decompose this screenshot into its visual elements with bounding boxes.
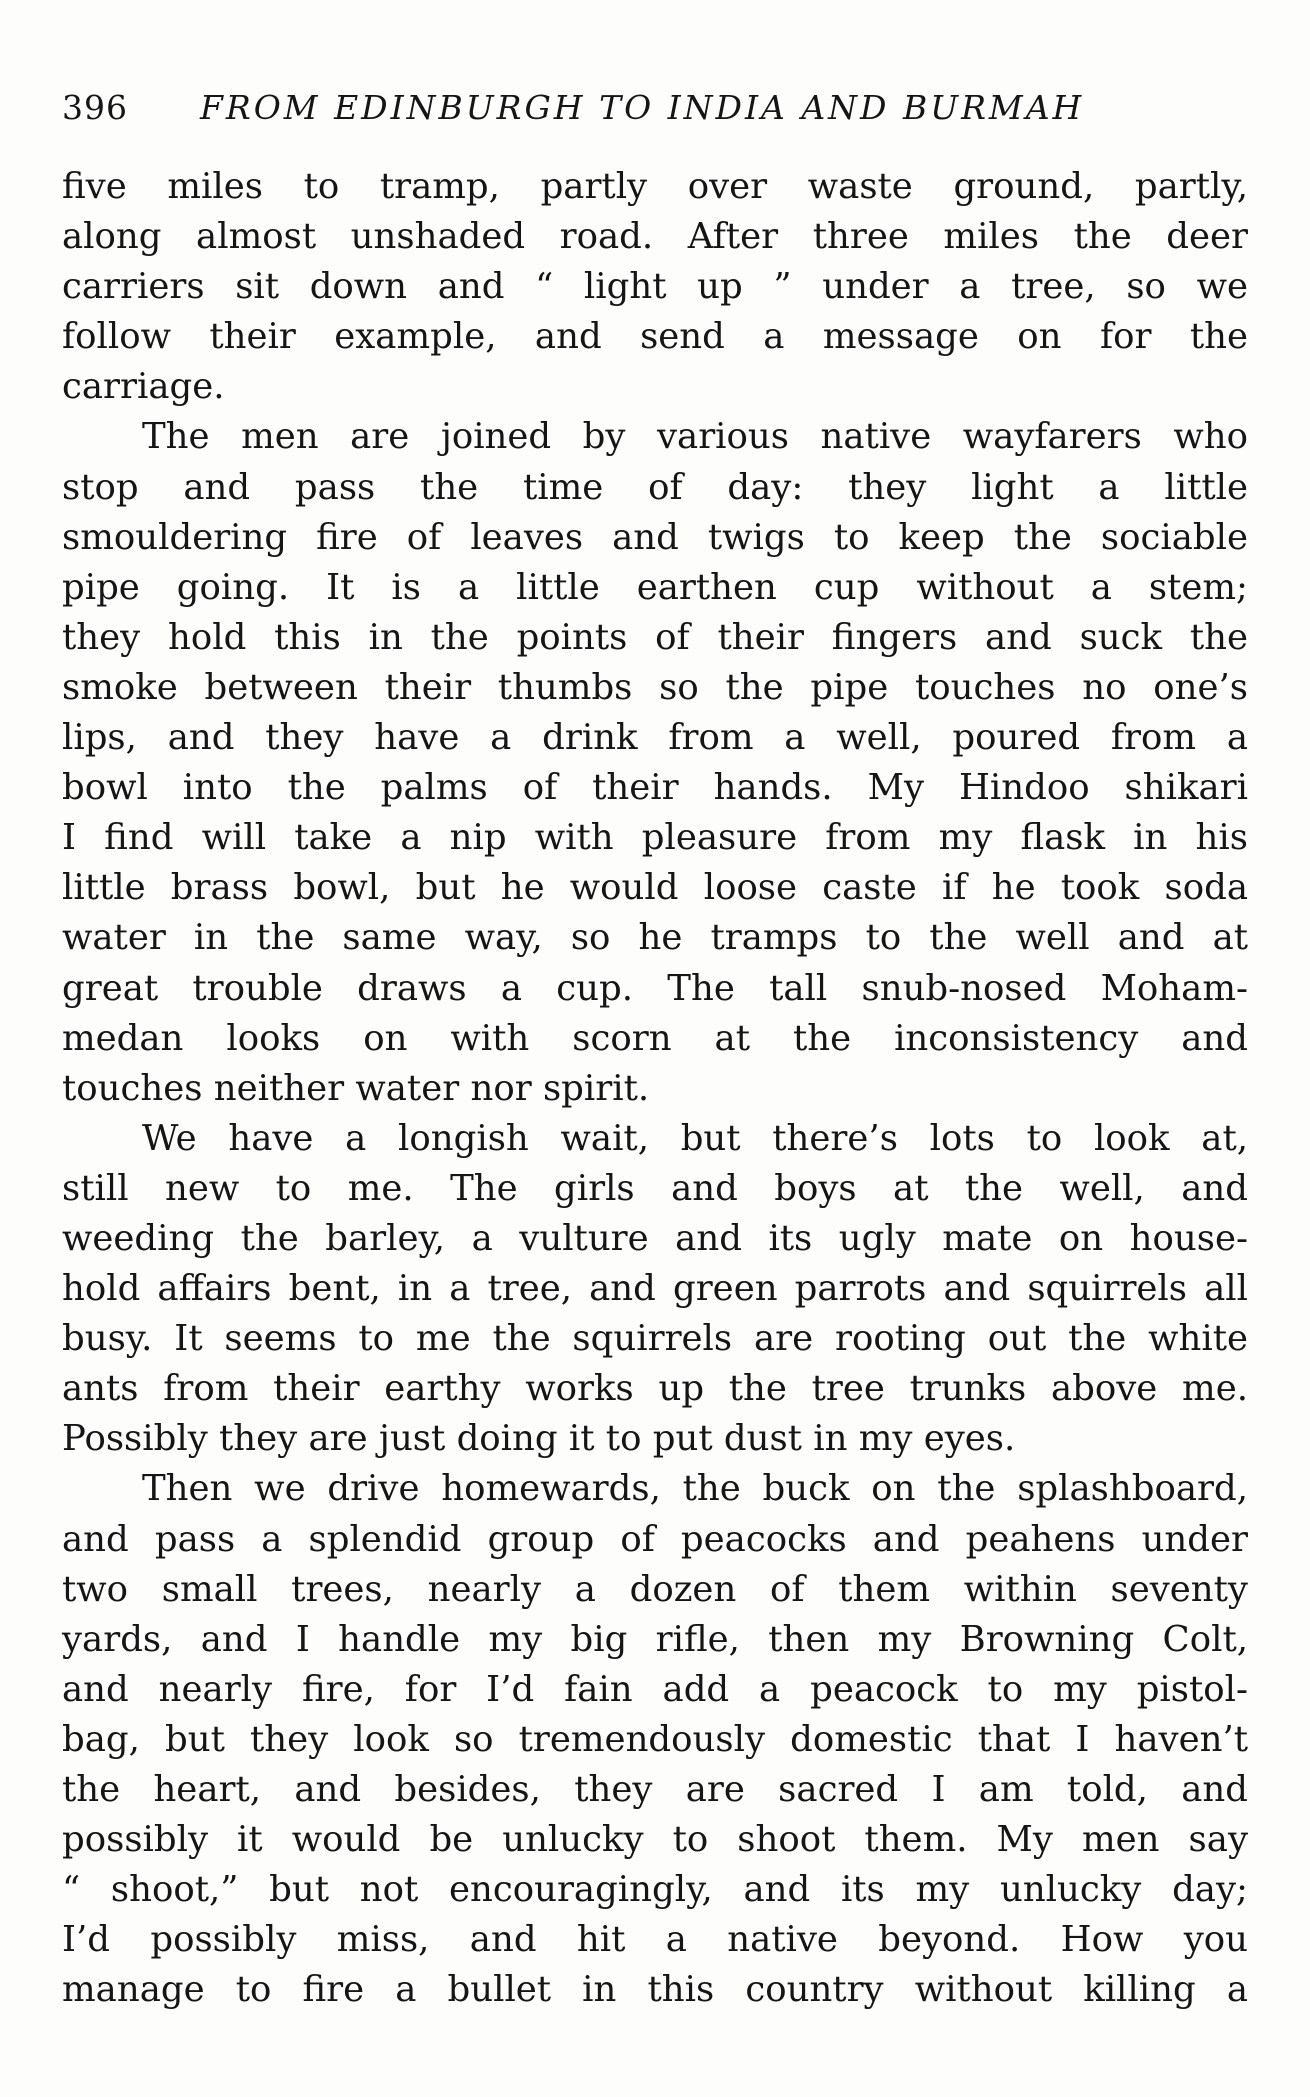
text-line: smouldering fire of leaves and twigs to keep the sociable — [62, 516, 1248, 558]
text-line: bag, but they look so tremendously domestic that I haven’t — [62, 1718, 1248, 1760]
text-line: We have a longish wait, but there’s lots to look at, — [142, 1117, 1248, 1159]
paragraph-3 — [62, 1114, 1248, 1465]
text-line: they hold this in the points of their fingers and suck the — [62, 616, 1248, 658]
text-line: smoke between their thumbs so the pipe touches no one’s — [62, 666, 1248, 708]
paragraph-2 — [62, 412, 1248, 1113]
text-line: and nearly fire, for I’d fain add a peacock to my pistol- — [62, 1668, 1248, 1710]
text-line: lips, and they have a drink from a well, poured from a — [62, 717, 1248, 759]
text-line: Then we drive homewards, the buck on the splashboard, — [142, 1468, 1248, 1510]
text-line: I find will take a nip with pleasure from my flask in his — [62, 817, 1248, 859]
body-text — [62, 162, 1248, 2015]
text-line: along almost unshaded road. After three miles the deer — [62, 216, 1248, 258]
text-line: and pass a splendid group of peacocks and peahens under — [62, 1518, 1248, 1560]
text-line: manage to fire a bullet in this country without killing a — [62, 1969, 1248, 2011]
text-line: water in the same way, so he tramps to the well and at — [62, 917, 1248, 959]
text-line: I’d possibly miss, and hit a native beyond. How you — [62, 1919, 1248, 1961]
text-line: touches neither water nor spirit. — [62, 1067, 650, 1109]
text-line: two small trees, nearly a dozen of them within seventy — [62, 1568, 1248, 1610]
text-line: little brass bowl, but he would loose caste if he took soda — [62, 867, 1248, 909]
running-header — [62, 88, 1242, 128]
running-title: FROM EDINBURGH TO INDIA AND BURMAH — [200, 88, 1085, 127]
text-line: still new to me. The girls and boys at the well, and — [62, 1167, 1248, 1209]
text-line: pipe going. It is a little earthen cup without a stem; — [62, 566, 1248, 608]
text-line: the heart, and besides, they are sacred I am told, and — [62, 1769, 1248, 1810]
text-line: “ shoot,” but not encouragingly, and its my unlucky day; — [62, 1869, 1248, 1911]
paragraph-4 — [62, 1464, 1248, 2015]
text-line: Possibly they are just doing it to put dust in my eyes. — [62, 1418, 1016, 1460]
text-line: busy. It seems to me the squirrels are rooting out the white — [62, 1318, 1248, 1360]
text-line: great trouble draws a cup. The tall snub-nosed Moham- — [62, 967, 1248, 1009]
text-line: possibly it would be unlucky to shoot them. My men say — [62, 1819, 1248, 1861]
text-line: yards, and I handle my big rifle, then my Browning Colt, — [62, 1618, 1248, 1660]
text-line: stop and pass the time of day: they light a little — [62, 466, 1248, 508]
text-line: The men are joined by various native wayfarers who — [142, 416, 1248, 458]
text-line: medan looks on with scorn at the inconsistency and — [62, 1017, 1248, 1059]
text-line: ants from their earthy works up the tree trunks above me. — [62, 1368, 1248, 1410]
text-line: carriage. — [62, 366, 225, 408]
text-line: carriers sit down and “ light up ” under a tree, so we — [62, 266, 1248, 308]
paragraph-1 — [62, 162, 1248, 412]
text-line: five miles to tramp, partly over waste ground, partly, — [62, 166, 1248, 207]
page-number: 396 — [62, 88, 128, 127]
text-line: follow their example, and send a message on for the — [62, 316, 1248, 358]
text-line: bowl into the palms of their hands. My Hindoo shikari — [62, 767, 1248, 809]
text-line: weeding the barley, a vulture and its ugly mate on house- — [62, 1217, 1248, 1259]
text-line: hold affairs bent, in a tree, and green parrots and squirrels all — [62, 1268, 1248, 1310]
